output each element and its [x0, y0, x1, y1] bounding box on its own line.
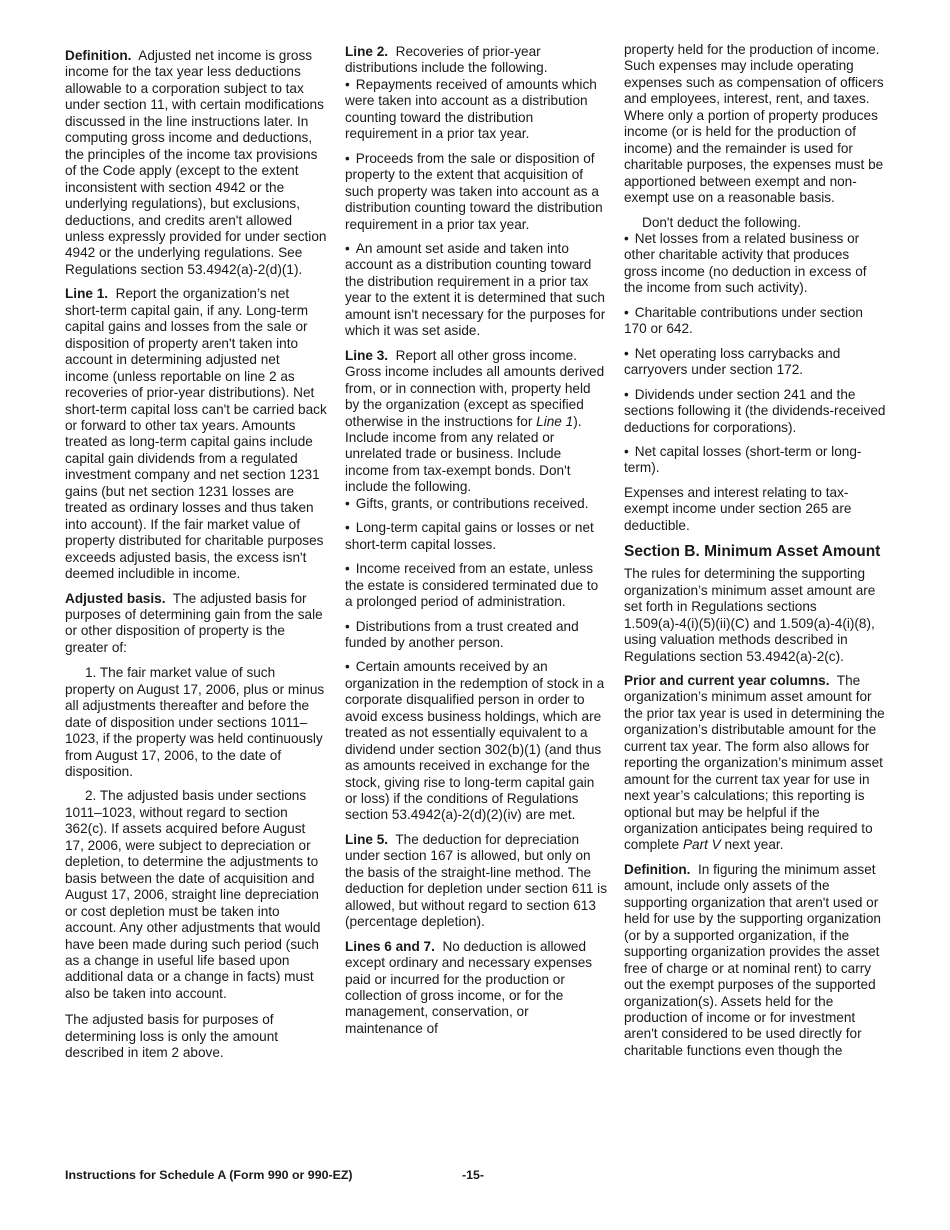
bullet-item: • Net capital losses (short-term or long-term).: [624, 444, 886, 477]
run-in-heading: Line 2.: [345, 44, 389, 59]
paragraph-text: Report the organization’s net short-term capital gain, if any. Long-term capital gains and losses from the sale or disposition of property aren't taken into account in determining adjusted net income (unless reportable on line 2 as recoveries of prior-year distributions). Net short-term capital loss can't be carried back or forward to other tax years. Amounts treated as long-term capital gains include capital gain dividends from a regulated investment company and net section 1231 gains (but net section 1231 losses are treated as ordinary losses and thus taken into account). If the fair market value of property distributed for charitable purposes exceeds adjusted basis, the excess isn't deemed includible in income.: [65, 286, 327, 582]
paragraph-text: The organization’s minimum asset amount for the prior tax year is used in determining the organization’s distributable amount for the current tax year. The form also allows for reporting the organization’s minimum asset amount for the current tax year for use in next year’s calculations; this reporting is optional but may be helpful if the organization anticipates being required to complete: [624, 672, 885, 853]
page-number: -15-: [462, 1168, 485, 1182]
column-2: [345, 44, 607, 1045]
run-in-heading: Prior and current year columns.: [624, 672, 830, 688]
paragraph-text: next year.: [720, 837, 784, 853]
bullet-item: • Net operating loss carrybacks and carryovers under section 172.: [624, 346, 886, 379]
paragraph-prior-current-columns: [624, 673, 886, 854]
paragraph-text: ). Include income from any related or unrelated trade or business. Include income from tax-exempt bonds. Don't include the following.: [345, 413, 582, 495]
run-in-heading: Definition.: [65, 48, 132, 63]
paragraph-text: Recoveries of prior-year distributions include the following.: [345, 44, 548, 76]
bullet-item: • Distributions from a trust created and funded by another person.: [345, 619, 607, 652]
italic-reference: Line 1: [536, 413, 574, 429]
bullet-item: • Proceeds from the sale or disposition of property to the extent that acquisition of such property was taken into account as a distribution counting toward the distribution requirement in a prior tax year.: [345, 151, 607, 233]
bullet-item: • An amount set aside and taken into account as a distribution counting toward the distribution requirement in a prior tax year to the extent it is determined that such amount isn't necessary for the purposes for which it was set aside.: [345, 241, 607, 340]
paragraph-line-2: [345, 44, 607, 77]
italic-reference: Part V: [682, 837, 721, 853]
paragraph-text: In figuring the minimum asset amount, include only assets of the supporting organization that aren't used or held for use by the supporting organization (or by a supported organization, if the supporting organization provides the asset free of charge or at nominal rent) to carry out the exempt purposes of the supported organization(s). Assets held for the production of income or for investment aren't considered to be used directly for charitable functions even though the: [624, 861, 881, 1058]
bullet-item: • Long-term capital gains or losses or net short-term capital losses.: [345, 520, 607, 553]
paragraph-minimum-asset-rules: The rules for determining the supporting organization’s minimum asset amount are set forth in Regulations sections 1.509(a)-4(i)(5)(ii)(C) and 1.509(a)-4(i)(8), using valuation methods described in Regulations section 53.4942(a)-2(c).: [624, 566, 876, 664]
run-in-heading: Lines 6 and 7.: [345, 938, 435, 954]
paragraph-text: Report all other gross income. Gross income includes all amounts derived from, or in connection with, property held by the organization (except as specified otherwise in the instructions for: [345, 347, 605, 429]
column-1: [65, 48, 327, 1070]
footer-title: Instructions for Schedule A (Form 990 or 990-EZ): [65, 1168, 353, 1182]
bullet-item: • Income received from an estate, unless the estate is considered terminated due to a prolonged period of administration.: [345, 561, 607, 610]
bullet-item: • Repayments received of amounts which were taken into account as a distribution counting toward the distribution requirement in a prior tax year.: [345, 77, 607, 143]
section-heading: Section B. Minimum Asset Amount: [624, 543, 881, 561]
paragraph-definition-assets: [624, 862, 886, 1059]
run-in-heading: Definition.: [624, 861, 691, 877]
paragraph-definition: [65, 48, 327, 278]
paragraph-line-5: [345, 832, 607, 931]
run-in-heading: Line 5.: [345, 831, 389, 847]
bullet-item: • Dividends under section 241 and the sections following it (the dividends-received deductions for corporations).: [624, 387, 886, 436]
paragraph-text: The adjusted basis for purposes of determining gain from the sale or other disposition of property is the greater of:: [65, 590, 323, 655]
paragraph-continued: property held for the production of income. Such expenses may include operating expenses such as compensation of officers and employees, interest, rent, and taxes. Where only a portion of property produces income (or is held for the production of income) and the remainder is used for charitable purposes, the expenses must be apportioned between exempt and non-exempt use on a reasonable basis.: [624, 42, 884, 206]
bullet-item: • Charitable contributions under section 170 or 642.: [624, 305, 886, 338]
paragraph-text: Adjusted net income is gross income for the tax year less deductions allowable to a corporation subject to tax under section 11, with certain modifications discussed in the line instructions later. In computing gross income and deductions, the principles of the income tax provisions of the Code apply (except to the extent inconsistent with section 4942 or the underlying regulations), but exclusions, deductions, and credits aren't allowed unless expressly provided for under section 4942 or the underlying regulations. See Regulations section 53.4942(a)-2(d)(1).: [65, 48, 327, 277]
paragraph-text: No deduction is allowed except ordinary and necessary expenses paid or incurred for the production or collection of gross income, or for the management, conservation, or maintenance of: [345, 938, 593, 1036]
run-in-heading: Line 1.: [65, 286, 109, 302]
run-in-heading: Adjusted basis.: [65, 590, 166, 606]
paragraph-text: The deduction for depreciation under section 167 is allowed, but only on the basis of the straight-line method. The deduction for depletion under section 611 is allowed, but without regard to section 613 (percentage depletion).: [345, 831, 607, 930]
bullet-item: • Net losses from a related business or other charitable activity that produces gross income (no deduction in excess of the income from such activity).: [624, 231, 886, 297]
numbered-item-2: 2. The adjusted basis under sections 1011–1023, without regard to section 362(c). If assets acquired before August 17, 2006, were subject to depreciation or depletion, to determine the adjustments to basis between the date of acquisition and August 17, 2006, straight line depreciation or cost depletion must be taken into account. Any other adjustments that would have been made during such period (such as a change in useful life based upon additional data or a change in facts) must also be taken into account.: [65, 788, 321, 1001]
column-3: [624, 42, 886, 1067]
numbered-item-1: 1. The fair market value of such property on August 17, 2006, plus or minus all adjustments thereafter and before the date of disposition under sections 1011–1023, if the property was held continuously from August 17, 2006, to the date of disposition.: [65, 665, 325, 780]
paragraph-line-1: [65, 286, 327, 582]
paragraph-loss-basis: The adjusted basis for purposes of determining loss is only the amount described in item 2 above.: [65, 1012, 279, 1061]
bullet-item: • Gifts, grants, or contributions received.: [345, 496, 607, 512]
paragraph-line-3: [345, 348, 607, 496]
paragraph-dont-deduct: Don't deduct the following.: [642, 214, 802, 230]
paragraph-expenses-interest: Expenses and interest relating to tax-exempt income under section 265 are deductible.: [624, 484, 852, 533]
paragraph-lines-6-7: [345, 939, 607, 1038]
paragraph-adjusted-basis: [65, 591, 327, 657]
bullet-item: • Certain amounts received by an organization in the redemption of stock in a corporate disqualified person in order to avoid excess business holdings, which are treated as not essentially equivalent to a dividend under section 302(b)(1) (and thus as amounts received in exchange for the stock, giving rise to long-term capital gain or loss) if the conditions of Regulations section 53.4942(a)-2(d)(2)(iv) are met.: [345, 659, 607, 824]
run-in-heading: Line 3.: [345, 347, 389, 363]
